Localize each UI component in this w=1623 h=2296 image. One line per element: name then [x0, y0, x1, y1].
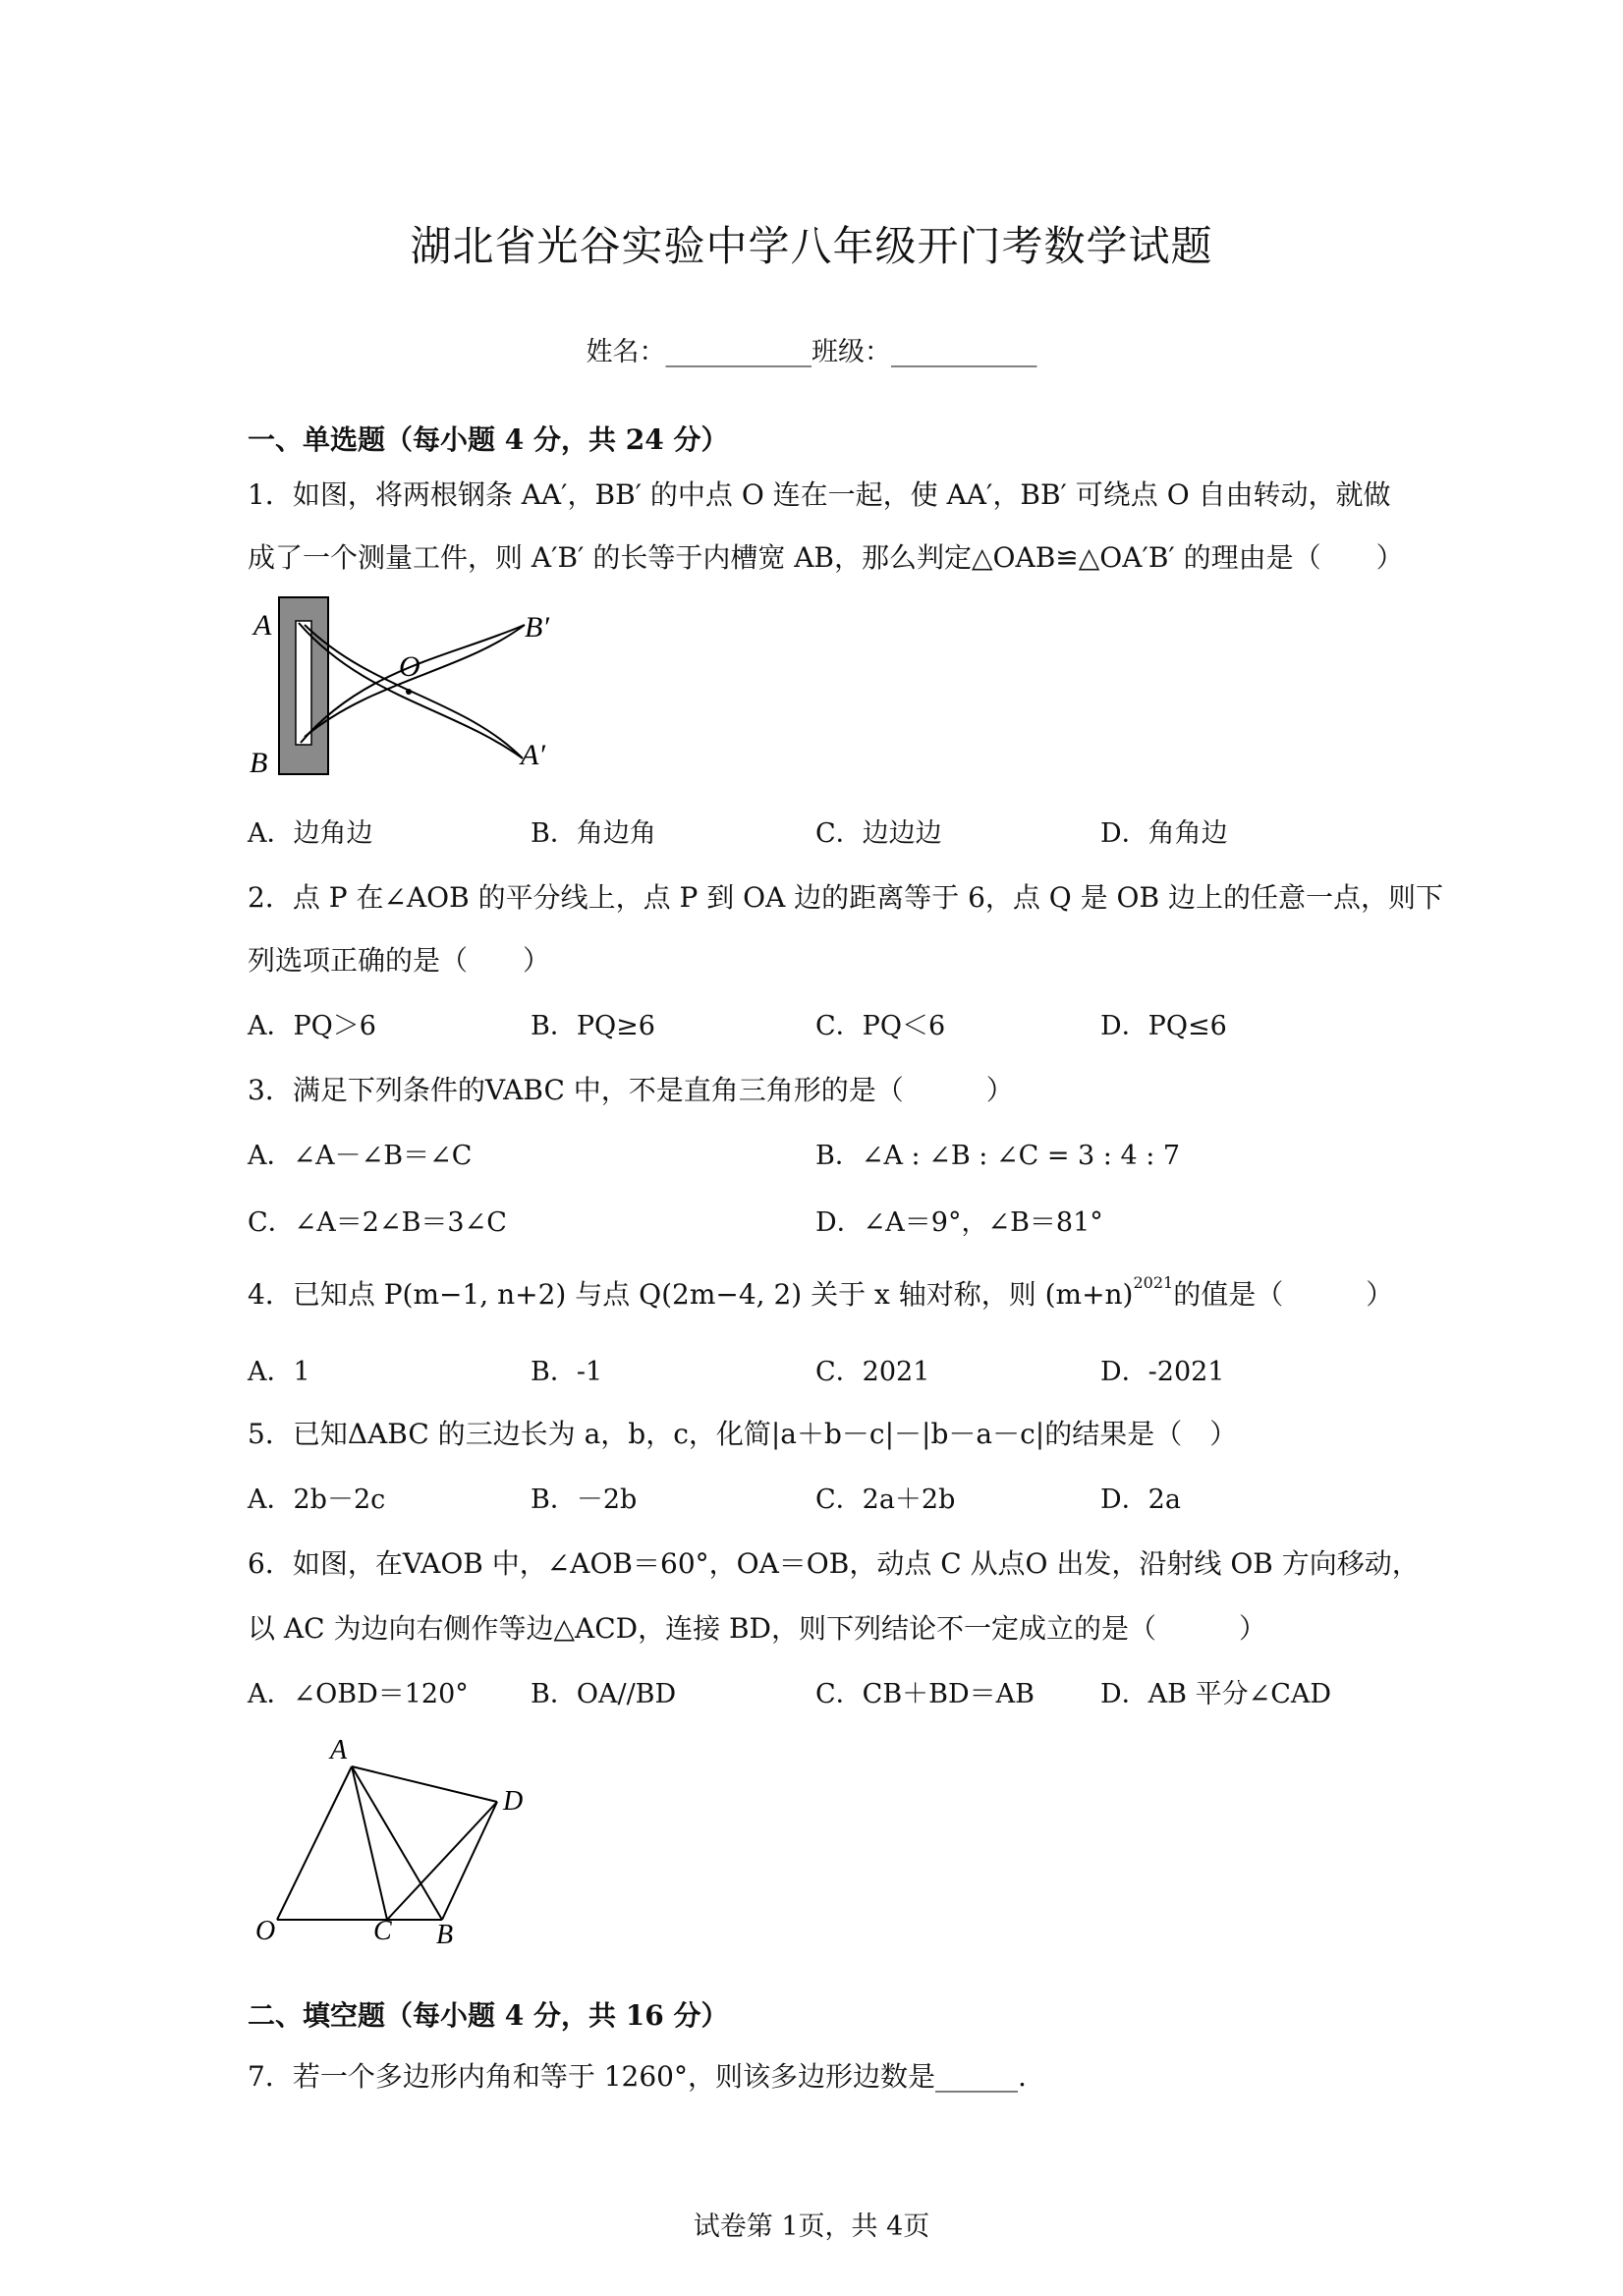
q4-text-line1 [248, 1273, 1397, 1313]
q6-option-c: C．CB＋BD＝AB [815, 1679, 1035, 1709]
q6-option-d: D．AB 平分∠CAD [1100, 1679, 1331, 1709]
q6-label-o: O [255, 1916, 276, 1945]
q3-text-line1: 3．满足下列条件的VABC 中，不是直角三角形的是（ ） [248, 1074, 1014, 1106]
q1-label-b: B [250, 747, 268, 779]
student-info-bar [0, 330, 1623, 368]
q5-text-line1: 5．已知ΔABC 的三边长为 a，b，c，化简|a＋b－c|－|b－a－c|的结果是（ ） [248, 1418, 1238, 1450]
name-blank: ___________ [665, 337, 812, 367]
q5-option-c: C．2a＋2b [815, 1484, 956, 1515]
q1-option-a: A．边角边 [248, 818, 373, 849]
q2-option-d: D．PQ≤6 [1100, 1011, 1227, 1041]
q1-option-c: C．边边边 [815, 818, 942, 849]
page-footer: 试卷第 1页，共 4页 [693, 2212, 930, 2242]
q4-option-a: A．1 [248, 1357, 310, 1387]
q6-text-line2: 以 AC 为边向右侧作等边△ACD，连接 BD，则下列结论不一定成立的是（ ） [248, 1612, 1267, 1645]
q3-option-d: D．∠A＝9°，∠B＝81° [815, 1207, 1103, 1238]
q1-text-line2: 成了一个测量工件，则 A′B′ 的长等于内槽宽 AB，那么判定△OAB≌△OA′B′ 的理由是（ ） [248, 541, 1404, 574]
q3-option-c: C．∠A＝2∠B＝3∠C [248, 1207, 507, 1238]
q2-text-line2: 列选项正确的是（ ） [248, 944, 551, 977]
q2-option-c: C．PQ＜6 [815, 1011, 946, 1041]
q2-option-a: A．PQ＞6 [248, 1011, 376, 1041]
section-heading-1: 一、单选题（每小题 4 分，共 24 分） [248, 423, 729, 456]
q3-option-b: B．∠A : ∠B : ∠C = 3 : 4 : 7 [815, 1141, 1181, 1171]
q1-label-b-prime: B′ [525, 611, 549, 644]
class-blank: ___________ [891, 337, 1037, 367]
page-title: 湖北省光谷实验中学八年级开门考数学试题 [410, 222, 1213, 270]
q5-option-a: A．2b－2c [248, 1484, 386, 1515]
q4-option-b: B．-1 [531, 1357, 603, 1387]
q1-figure [246, 589, 580, 786]
q2-text-line1: 2．点 P 在∠AOB 的平分线上，点 P 到 OA 边的距离等于 6，点 Q 是 OB 边上的任意一点，则下 [248, 881, 1443, 914]
q4-text-end: 的值是（ ） [1173, 1278, 1394, 1311]
q4-text-main: 4．已知点 P(m−1, n+2) 与点 Q(2m−4, 2) 关于 x 轴对称，则 (m+n) [248, 1278, 1134, 1311]
section-heading-2: 二、填空题（每小题 4 分，共 16 分） [248, 1999, 729, 2032]
name-label: 姓名： [586, 337, 666, 367]
q1-label-a-prime: A′ [521, 739, 545, 771]
q1-label-a: A [253, 609, 272, 642]
q5-option-b: B．－2b [531, 1484, 638, 1515]
q6-label-a: A [330, 1735, 348, 1765]
q5-option-d: D．2a [1100, 1484, 1181, 1515]
q6-label-d: D [503, 1786, 524, 1817]
q1-option-d: D．角角边 [1100, 818, 1228, 849]
class-label: 班级： [812, 337, 891, 367]
q6-label-c: C [373, 1916, 392, 1945]
q6-option-b: B．OA//BD [531, 1679, 677, 1709]
q4-option-d: D．-2021 [1100, 1357, 1225, 1387]
q4-option-c: C．2021 [815, 1357, 930, 1387]
q2-option-b: B．PQ≥6 [531, 1011, 655, 1041]
q1-option-b: B．角边角 [531, 818, 656, 849]
q6-option-a: A．∠OBD＝120° [248, 1679, 469, 1709]
q6-figure [246, 1729, 540, 1945]
q1-text-line1: 1．如图，将两根钢条 AA′，BB′ 的中点 O 连在一起，使 AA′，BB′ 可绕点 O 自由转动，就做 [248, 478, 1391, 511]
q4-exponent: 2021 [1133, 1272, 1174, 1292]
q6-text-line1: 6．如图，在VAOB 中，∠AOB＝60°，OA＝OB，动点 C 从点O 出发，沿射线 OB 方向移动， [248, 1547, 1420, 1580]
q1-label-o: O [399, 650, 420, 683]
q7-text-line1: 7．若一个多边形内角和等于 1260°，则该多边形边数是______. [248, 2060, 1027, 2093]
q3-option-a: A．∠A－∠B＝∠C [248, 1141, 473, 1171]
q6-label-b: B [436, 1920, 454, 1945]
